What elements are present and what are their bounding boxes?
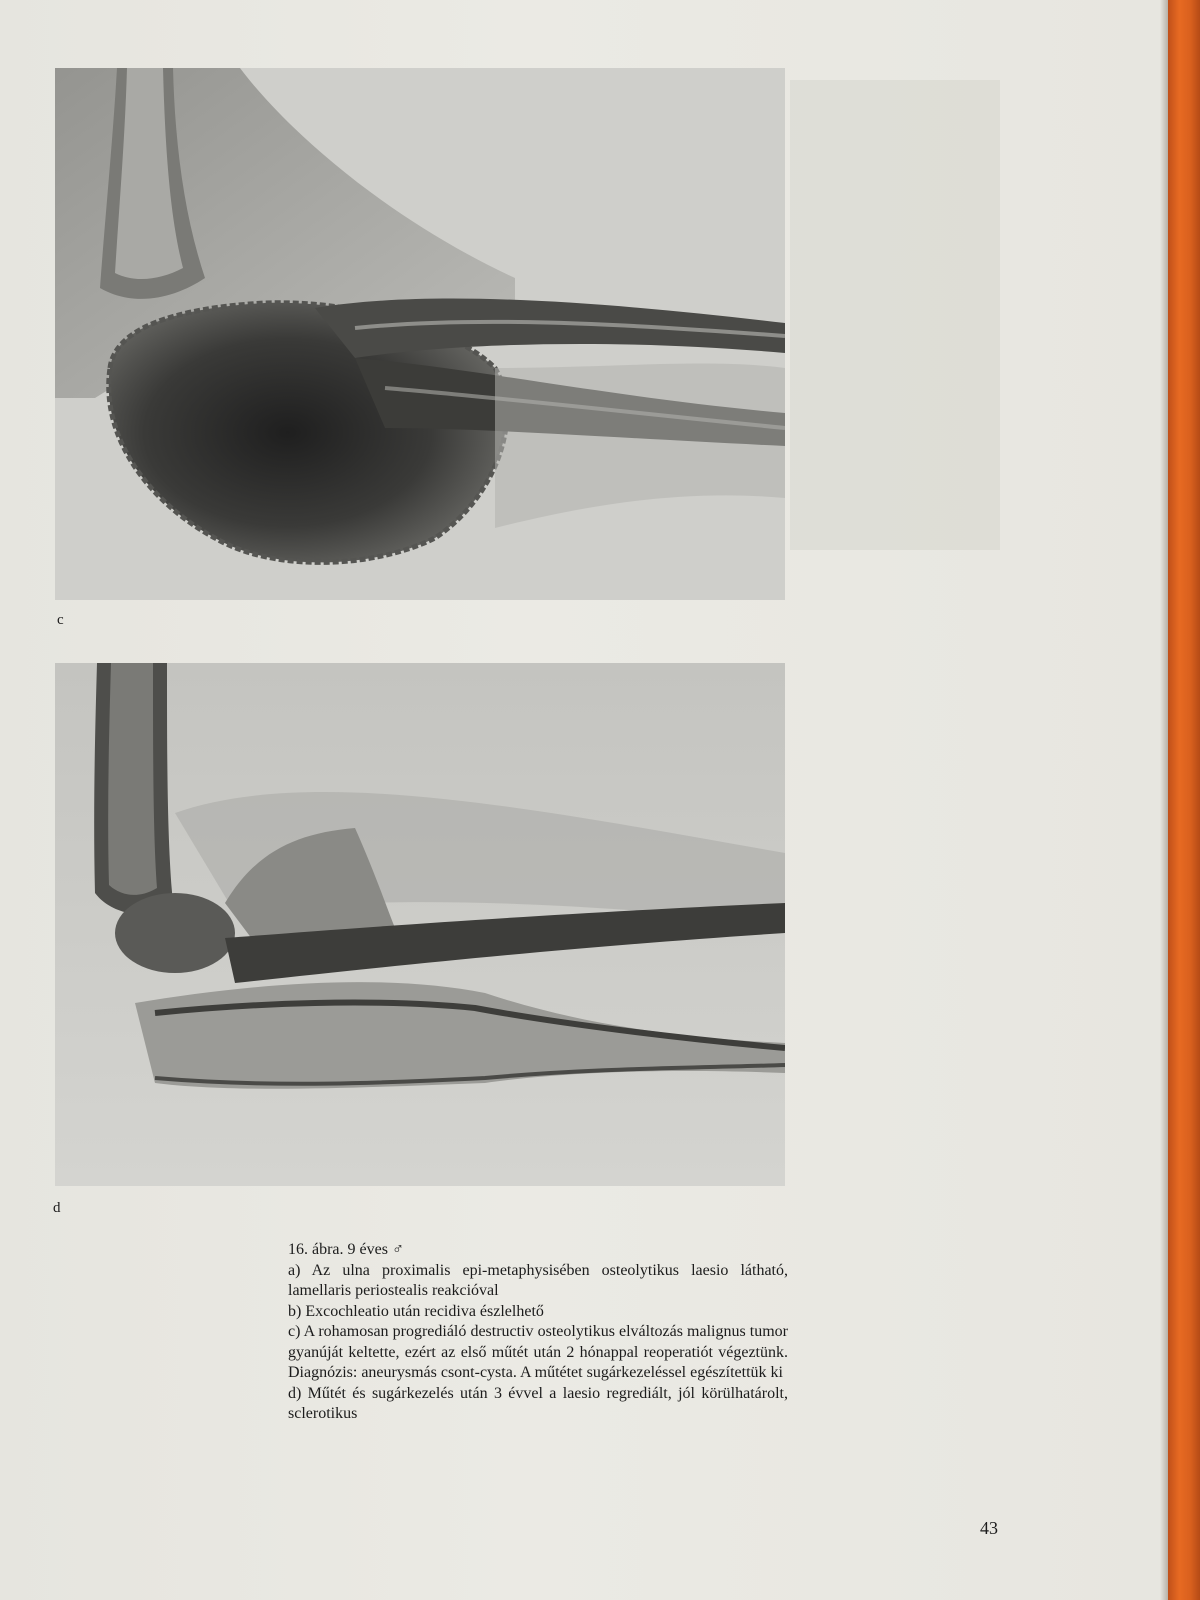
caption-line-c: c) A rohamosan progrediáló destructiv osteolytikus elváltozás malignus tumor gyanúját keltette, ezért az első műtét után 2 hónappal reoperatiót végeztünk. Diagnózis: aneurysmás csont-cysta. A műtétet sugárkezeléssel egészítettük ki — [288, 1323, 788, 1381]
panel-label-d: d — [53, 1200, 61, 1216]
show-through-shadow — [790, 80, 1000, 550]
figure-caption — [288, 1240, 788, 1425]
panel-label-c: c — [57, 612, 64, 628]
caption-line-a: a) Az ulna proximalis epi-metaphysisében osteolytikus laesio látható, lamellaris periostealis reakcióval — [288, 1261, 788, 1299]
caption-title: 16. ábra. 9 éves ♂ — [288, 1241, 404, 1258]
xray-d-drawing — [55, 663, 785, 1186]
caption-line-b: b) Excochleatio után recidiva észlelhető — [288, 1302, 544, 1320]
page-number: 43 — [980, 1518, 998, 1538]
caption-line-d: d) Műtét és sugárkezelés után 3 évvel a laesio regrediált, jól körülhatárolt, sclerotikus — [288, 1384, 788, 1422]
xray-image-d — [55, 663, 785, 1186]
book-cover-edge — [1168, 0, 1200, 1600]
xray-c-drawing — [55, 68, 785, 600]
xray-image-c — [55, 68, 785, 600]
